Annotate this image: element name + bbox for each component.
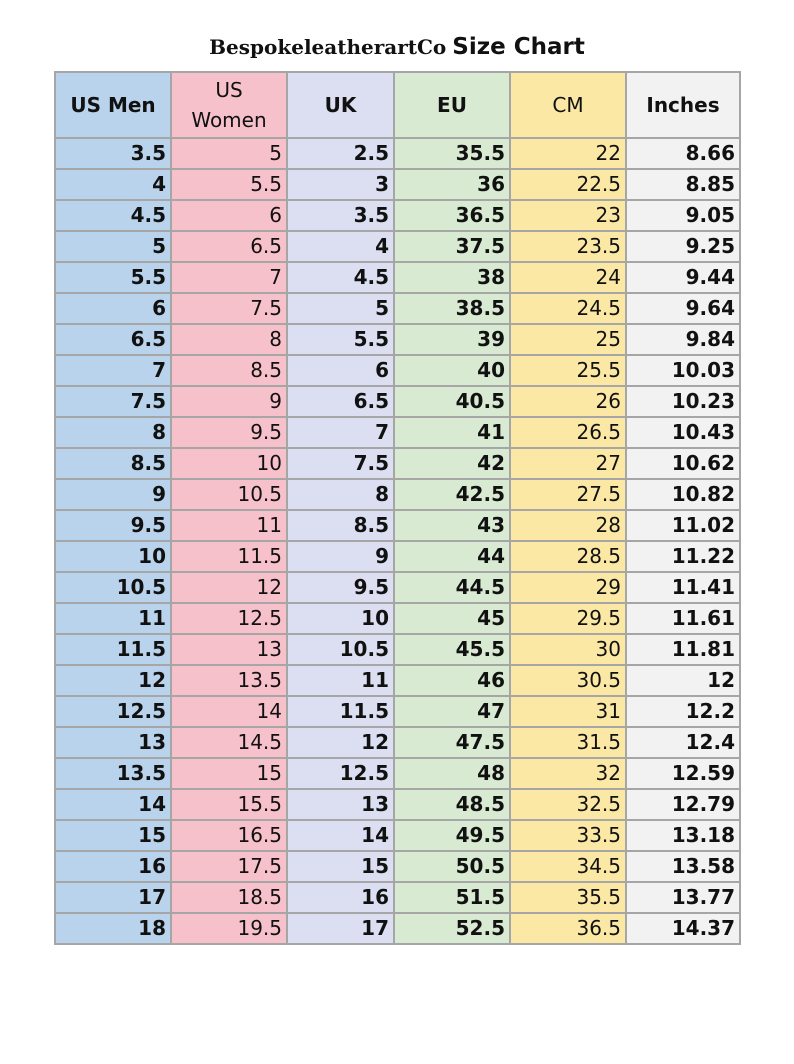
table-row [55, 262, 740, 293]
uk-cell: 7.5 [287, 448, 394, 479]
us-women-cell: 19.5 [171, 913, 287, 944]
inches-cell: 11.22 [626, 541, 740, 572]
inches-cell: 12 [626, 665, 740, 696]
header-us-women-line2: Women [191, 108, 267, 132]
us-women-cell: 13 [171, 634, 287, 665]
inches-cell: 9.84 [626, 324, 740, 355]
eu-cell: 41 [394, 417, 510, 448]
eu-cell: 42 [394, 448, 510, 479]
us-women-cell: 16.5 [171, 820, 287, 851]
table-row [55, 913, 740, 944]
eu-cell: 37.5 [394, 231, 510, 262]
inches-cell: 11.41 [626, 572, 740, 603]
uk-cell: 3.5 [287, 200, 394, 231]
eu-cell: 42.5 [394, 479, 510, 510]
us-men-cell: 10 [55, 541, 171, 572]
table-row [55, 727, 740, 758]
us-women-cell: 9.5 [171, 417, 287, 448]
uk-cell: 5.5 [287, 324, 394, 355]
inches-cell: 12.2 [626, 696, 740, 727]
inches-cell: 8.85 [626, 169, 740, 200]
inches-cell: 11.02 [626, 510, 740, 541]
cm-cell: 27.5 [510, 479, 626, 510]
us-men-cell: 17 [55, 882, 171, 913]
eu-cell: 44 [394, 541, 510, 572]
eu-cell: 39 [394, 324, 510, 355]
us-women-cell: 8 [171, 324, 287, 355]
us-men-cell: 9 [55, 479, 171, 510]
us-women-cell: 5 [171, 138, 287, 169]
inches-cell: 13.77 [626, 882, 740, 913]
uk-cell: 12 [287, 727, 394, 758]
us-men-cell: 8 [55, 417, 171, 448]
cm-cell: 34.5 [510, 851, 626, 882]
table-row [55, 603, 740, 634]
cm-cell: 26 [510, 386, 626, 417]
us-women-cell: 15 [171, 758, 287, 789]
header-inches: Inches [626, 72, 740, 138]
brand-name: BespokeleatherartCo [209, 35, 447, 59]
us-men-cell: 16 [55, 851, 171, 882]
table-row [55, 200, 740, 231]
uk-cell: 11.5 [287, 696, 394, 727]
cm-cell: 30 [510, 634, 626, 665]
uk-cell: 4 [287, 231, 394, 262]
inches-cell: 13.18 [626, 820, 740, 851]
header-row [55, 72, 740, 138]
uk-cell: 8 [287, 479, 394, 510]
us-women-cell: 15.5 [171, 789, 287, 820]
table-row [55, 448, 740, 479]
eu-cell: 47.5 [394, 727, 510, 758]
cm-cell: 28.5 [510, 541, 626, 572]
us-women-cell: 11.5 [171, 541, 287, 572]
chart-title: Size Chart [452, 34, 585, 60]
eu-cell: 48 [394, 758, 510, 789]
us-women-cell: 12 [171, 572, 287, 603]
header-us-women-line1: US [215, 78, 243, 102]
table-row [55, 634, 740, 665]
cm-cell: 23.5 [510, 231, 626, 262]
cm-cell: 24 [510, 262, 626, 293]
table-row [55, 510, 740, 541]
uk-cell: 3 [287, 169, 394, 200]
inches-cell: 11.61 [626, 603, 740, 634]
us-men-cell: 11.5 [55, 634, 171, 665]
eu-cell: 35.5 [394, 138, 510, 169]
cm-cell: 24.5 [510, 293, 626, 324]
uk-cell: 4.5 [287, 262, 394, 293]
cm-cell: 30.5 [510, 665, 626, 696]
eu-cell: 47 [394, 696, 510, 727]
eu-cell: 45 [394, 603, 510, 634]
us-men-cell: 12 [55, 665, 171, 696]
header-us-women [171, 72, 287, 138]
us-men-cell: 10.5 [55, 572, 171, 603]
us-women-cell: 14 [171, 696, 287, 727]
table-row [55, 355, 740, 386]
us-men-cell: 4 [55, 169, 171, 200]
us-men-cell: 6.5 [55, 324, 171, 355]
eu-cell: 36 [394, 169, 510, 200]
uk-cell: 15 [287, 851, 394, 882]
cm-cell: 28 [510, 510, 626, 541]
us-men-cell: 13.5 [55, 758, 171, 789]
table-row [55, 138, 740, 169]
us-women-cell: 10 [171, 448, 287, 479]
us-men-cell: 8.5 [55, 448, 171, 479]
header-eu: EU [394, 72, 510, 138]
uk-cell: 6.5 [287, 386, 394, 417]
cm-cell: 27 [510, 448, 626, 479]
page-title [0, 34, 794, 60]
table-row [55, 851, 740, 882]
us-women-cell: 10.5 [171, 479, 287, 510]
uk-cell: 17 [287, 913, 394, 944]
eu-cell: 45.5 [394, 634, 510, 665]
eu-cell: 52.5 [394, 913, 510, 944]
inches-cell: 10.82 [626, 479, 740, 510]
us-men-cell: 7 [55, 355, 171, 386]
eu-cell: 43 [394, 510, 510, 541]
uk-cell: 14 [287, 820, 394, 851]
cm-cell: 26.5 [510, 417, 626, 448]
header-us-men: US Men [55, 72, 171, 138]
us-men-cell: 11 [55, 603, 171, 634]
inches-cell: 9.44 [626, 262, 740, 293]
cm-cell: 31.5 [510, 727, 626, 758]
table-row [55, 386, 740, 417]
us-women-cell: 17.5 [171, 851, 287, 882]
eu-cell: 51.5 [394, 882, 510, 913]
eu-cell: 40 [394, 355, 510, 386]
table-row [55, 324, 740, 355]
cm-cell: 25 [510, 324, 626, 355]
cm-cell: 29 [510, 572, 626, 603]
eu-cell: 38.5 [394, 293, 510, 324]
cm-cell: 35.5 [510, 882, 626, 913]
eu-cell: 48.5 [394, 789, 510, 820]
us-men-cell: 3.5 [55, 138, 171, 169]
table-row [55, 541, 740, 572]
uk-cell: 9 [287, 541, 394, 572]
table-row [55, 417, 740, 448]
uk-cell: 8.5 [287, 510, 394, 541]
eu-cell: 38 [394, 262, 510, 293]
us-women-cell: 13.5 [171, 665, 287, 696]
eu-cell: 40.5 [394, 386, 510, 417]
table-row [55, 882, 740, 913]
us-women-cell: 9 [171, 386, 287, 417]
uk-cell: 9.5 [287, 572, 394, 603]
uk-cell: 13 [287, 789, 394, 820]
inches-cell: 10.62 [626, 448, 740, 479]
table-row [55, 293, 740, 324]
us-men-cell: 7.5 [55, 386, 171, 417]
us-women-cell: 8.5 [171, 355, 287, 386]
us-women-cell: 12.5 [171, 603, 287, 634]
inches-cell: 14.37 [626, 913, 740, 944]
cm-cell: 23 [510, 200, 626, 231]
cm-cell: 29.5 [510, 603, 626, 634]
inches-cell: 12.59 [626, 758, 740, 789]
cm-cell: 22 [510, 138, 626, 169]
table-row [55, 696, 740, 727]
eu-cell: 44.5 [394, 572, 510, 603]
uk-cell: 5 [287, 293, 394, 324]
uk-cell: 10 [287, 603, 394, 634]
us-men-cell: 5.5 [55, 262, 171, 293]
us-women-cell: 6 [171, 200, 287, 231]
us-men-cell: 14 [55, 789, 171, 820]
header-uk: UK [287, 72, 394, 138]
uk-cell: 16 [287, 882, 394, 913]
inches-cell: 10.03 [626, 355, 740, 386]
eu-cell: 46 [394, 665, 510, 696]
uk-cell: 11 [287, 665, 394, 696]
uk-cell: 6 [287, 355, 394, 386]
us-women-cell: 7.5 [171, 293, 287, 324]
uk-cell: 10.5 [287, 634, 394, 665]
table-row [55, 169, 740, 200]
table-row [55, 572, 740, 603]
eu-cell: 49.5 [394, 820, 510, 851]
cm-cell: 33.5 [510, 820, 626, 851]
uk-cell: 2.5 [287, 138, 394, 169]
table-row [55, 789, 740, 820]
inches-cell: 8.66 [626, 138, 740, 169]
us-women-cell: 7 [171, 262, 287, 293]
inches-cell: 12.4 [626, 727, 740, 758]
us-men-cell: 5 [55, 231, 171, 262]
table-row [55, 820, 740, 851]
inches-cell: 10.23 [626, 386, 740, 417]
uk-cell: 7 [287, 417, 394, 448]
cm-cell: 31 [510, 696, 626, 727]
cm-cell: 25.5 [510, 355, 626, 386]
inches-cell: 9.05 [626, 200, 740, 231]
us-women-cell: 18.5 [171, 882, 287, 913]
us-men-cell: 4.5 [55, 200, 171, 231]
size-chart-table [54, 71, 741, 945]
inches-cell: 13.58 [626, 851, 740, 882]
cm-cell: 36.5 [510, 913, 626, 944]
us-women-cell: 5.5 [171, 169, 287, 200]
us-women-cell: 14.5 [171, 727, 287, 758]
eu-cell: 50.5 [394, 851, 510, 882]
us-women-cell: 11 [171, 510, 287, 541]
us-men-cell: 9.5 [55, 510, 171, 541]
size-rows [55, 138, 740, 944]
us-men-cell: 15 [55, 820, 171, 851]
cm-cell: 32.5 [510, 789, 626, 820]
inches-cell: 9.25 [626, 231, 740, 262]
table-row [55, 665, 740, 696]
cm-cell: 32 [510, 758, 626, 789]
header-cm: CM [510, 72, 626, 138]
us-men-cell: 12.5 [55, 696, 171, 727]
table-row [55, 231, 740, 262]
us-men-cell: 13 [55, 727, 171, 758]
table-row [55, 479, 740, 510]
cm-cell: 22.5 [510, 169, 626, 200]
inches-cell: 10.43 [626, 417, 740, 448]
us-men-cell: 6 [55, 293, 171, 324]
inches-cell: 9.64 [626, 293, 740, 324]
uk-cell: 12.5 [287, 758, 394, 789]
us-women-cell: 6.5 [171, 231, 287, 262]
inches-cell: 11.81 [626, 634, 740, 665]
eu-cell: 36.5 [394, 200, 510, 231]
table-row [55, 758, 740, 789]
us-men-cell: 18 [55, 913, 171, 944]
inches-cell: 12.79 [626, 789, 740, 820]
